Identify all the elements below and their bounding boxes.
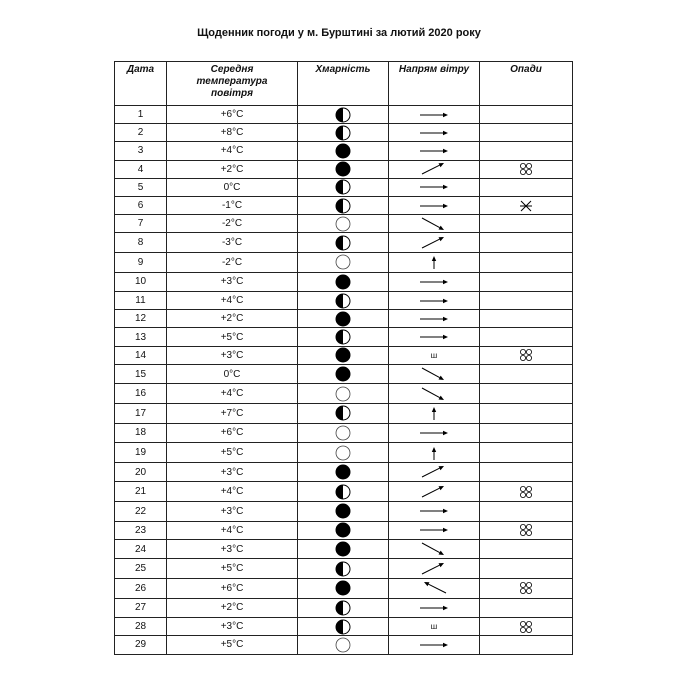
overcast-icon bbox=[335, 503, 351, 519]
overcast-icon bbox=[335, 366, 351, 382]
date-cell: 23 bbox=[115, 521, 167, 539]
date-cell: 25 bbox=[115, 559, 167, 579]
cloudiness-cell bbox=[298, 598, 389, 618]
table-row bbox=[115, 328, 573, 346]
wind-cell bbox=[389, 328, 480, 346]
wind-cell bbox=[389, 364, 480, 384]
cloudiness-cell bbox=[298, 272, 389, 292]
wind-arrow-icon bbox=[416, 161, 452, 177]
precipitation-cell bbox=[480, 142, 573, 160]
cloudiness-cell bbox=[298, 364, 389, 384]
wind-arrow-icon bbox=[416, 143, 452, 159]
wind-arrow-icon bbox=[416, 425, 452, 441]
precipitation-cell bbox=[480, 215, 573, 233]
cloudiness-cell bbox=[298, 636, 389, 654]
overcast-icon bbox=[335, 464, 351, 480]
wind-cell bbox=[389, 502, 480, 522]
temperature-cell: +3°C bbox=[167, 272, 298, 292]
table-row bbox=[115, 310, 573, 328]
header-temperature-line2: температура bbox=[196, 76, 268, 87]
wind-arrow-icon bbox=[416, 125, 452, 141]
wind-arrow-icon bbox=[416, 484, 452, 500]
partly-cloudy-icon bbox=[335, 107, 351, 123]
clear-sky-icon bbox=[335, 637, 351, 653]
wind-arrow-icon bbox=[416, 107, 452, 123]
header-temperature-line1: Середня bbox=[210, 64, 254, 75]
cloudiness-cell bbox=[298, 539, 389, 559]
table-row bbox=[115, 292, 573, 310]
cloudiness-cell bbox=[298, 178, 389, 196]
temperature-cell: +3°C bbox=[167, 618, 298, 636]
rain-icon bbox=[518, 523, 534, 537]
table-row bbox=[115, 142, 573, 160]
precipitation-cell bbox=[480, 462, 573, 482]
table-row bbox=[115, 598, 573, 618]
overcast-icon bbox=[335, 347, 351, 363]
precipitation-cell bbox=[480, 482, 573, 502]
wind-arrow-icon bbox=[416, 522, 452, 538]
wind-arrow-icon bbox=[416, 541, 452, 557]
wind-cell bbox=[389, 310, 480, 328]
cloudiness-cell bbox=[298, 618, 389, 636]
date-cell: 21 bbox=[115, 482, 167, 502]
cloudiness-cell bbox=[298, 443, 389, 463]
date-cell: 15 bbox=[115, 364, 167, 384]
cloudiness-cell bbox=[298, 346, 389, 364]
calm-label: ш bbox=[430, 350, 438, 360]
precipitation-cell bbox=[480, 310, 573, 328]
precipitation-cell bbox=[480, 578, 573, 598]
precipitation-cell bbox=[480, 124, 573, 142]
table-row bbox=[115, 233, 573, 253]
cloudiness-cell bbox=[298, 521, 389, 539]
wind-cell bbox=[389, 178, 480, 196]
wind-arrow-icon bbox=[416, 293, 452, 309]
table-row bbox=[115, 502, 573, 522]
wind-cell bbox=[389, 124, 480, 142]
date-cell: 2 bbox=[115, 124, 167, 142]
wind-arrow-icon bbox=[416, 216, 452, 232]
precipitation-cell bbox=[480, 636, 573, 654]
rain-icon bbox=[518, 620, 534, 634]
table-row bbox=[115, 196, 573, 214]
table-row bbox=[115, 215, 573, 233]
overcast-icon bbox=[335, 541, 351, 557]
wind-arrow-icon bbox=[416, 561, 452, 577]
date-cell: 14 bbox=[115, 346, 167, 364]
cloudiness-cell bbox=[298, 328, 389, 346]
wind-cell bbox=[389, 636, 480, 654]
cloudiness-cell bbox=[298, 310, 389, 328]
temperature-cell: 0°C bbox=[167, 364, 298, 384]
wind-arrow-icon bbox=[416, 600, 452, 616]
clear-sky-icon bbox=[335, 386, 351, 402]
wind-arrow-icon bbox=[416, 329, 452, 345]
rain-icon bbox=[518, 348, 534, 362]
temperature-cell: +4°C bbox=[167, 292, 298, 310]
wind-arrow-icon bbox=[416, 366, 452, 382]
temperature-cell: +5°C bbox=[167, 328, 298, 346]
wind-cell bbox=[389, 160, 480, 178]
wind-cell bbox=[389, 384, 480, 404]
precipitation-cell bbox=[480, 328, 573, 346]
wind-cell bbox=[389, 598, 480, 618]
temperature-cell: +2°C bbox=[167, 598, 298, 618]
cloudiness-cell bbox=[298, 482, 389, 502]
table-row bbox=[115, 618, 573, 636]
wind-arrow-icon bbox=[416, 386, 452, 402]
header-cloudiness: Хмарність bbox=[298, 62, 389, 106]
date-cell: 5 bbox=[115, 178, 167, 196]
date-cell: 29 bbox=[115, 636, 167, 654]
wind-arrow-icon bbox=[416, 254, 452, 270]
partly-cloudy-icon bbox=[335, 235, 351, 251]
cloudiness-cell bbox=[298, 404, 389, 424]
cloudiness-cell bbox=[298, 384, 389, 404]
precipitation-cell bbox=[480, 443, 573, 463]
precipitation-cell bbox=[480, 252, 573, 272]
temperature-cell: +3°C bbox=[167, 502, 298, 522]
table-row bbox=[115, 106, 573, 124]
overcast-icon bbox=[335, 274, 351, 290]
header-temperature bbox=[167, 62, 298, 106]
cloudiness-cell bbox=[298, 215, 389, 233]
rain-icon bbox=[518, 581, 534, 595]
temperature-cell: +2°C bbox=[167, 160, 298, 178]
date-cell: 22 bbox=[115, 502, 167, 522]
precipitation-cell bbox=[480, 618, 573, 636]
wind-cell bbox=[389, 233, 480, 253]
table-row bbox=[115, 346, 573, 364]
clear-sky-icon bbox=[335, 445, 351, 461]
date-cell: 28 bbox=[115, 618, 167, 636]
table-row bbox=[115, 559, 573, 579]
wind-cell bbox=[389, 482, 480, 502]
temperature-cell: +4°C bbox=[167, 482, 298, 502]
precipitation-cell bbox=[480, 272, 573, 292]
temperature-cell: +2°C bbox=[167, 310, 298, 328]
date-cell: 16 bbox=[115, 384, 167, 404]
wind-arrow-icon bbox=[416, 235, 452, 251]
overcast-icon bbox=[335, 311, 351, 327]
temperature-cell: +4°C bbox=[167, 521, 298, 539]
wind-arrow-icon bbox=[416, 503, 452, 519]
partly-cloudy-icon bbox=[335, 293, 351, 309]
table-row bbox=[115, 178, 573, 196]
wind-cell bbox=[389, 142, 480, 160]
page-title: Щоденник погоди у м. Бурштині за лютий 2020 року bbox=[197, 27, 481, 39]
weather-diary-table bbox=[114, 61, 573, 655]
date-cell: 27 bbox=[115, 598, 167, 618]
temperature-cell: 0°C bbox=[167, 178, 298, 196]
header-date: Дата bbox=[115, 62, 167, 106]
clear-sky-icon bbox=[335, 254, 351, 270]
precipitation-cell bbox=[480, 178, 573, 196]
cloudiness-cell bbox=[298, 423, 389, 443]
cloudiness-cell bbox=[298, 124, 389, 142]
overcast-icon bbox=[335, 580, 351, 596]
date-cell: 1 bbox=[115, 106, 167, 124]
clear-sky-icon bbox=[335, 425, 351, 441]
table-row bbox=[115, 443, 573, 463]
wind-arrow-icon bbox=[416, 311, 452, 327]
calm-label: ш bbox=[430, 622, 438, 632]
snow-icon bbox=[518, 198, 534, 214]
temperature-cell: +3°C bbox=[167, 346, 298, 364]
wind-cell bbox=[389, 106, 480, 124]
rain-icon bbox=[518, 162, 534, 176]
date-cell: 12 bbox=[115, 310, 167, 328]
table-row bbox=[115, 404, 573, 424]
precipitation-cell bbox=[480, 346, 573, 364]
table-row bbox=[115, 521, 573, 539]
header-temperature-line3: повітря bbox=[211, 88, 253, 99]
cloudiness-cell bbox=[298, 160, 389, 178]
wind-arrow-icon bbox=[416, 464, 452, 480]
wind-cell bbox=[389, 272, 480, 292]
temperature-cell: +8°C bbox=[167, 124, 298, 142]
table-row bbox=[115, 423, 573, 443]
overcast-icon bbox=[335, 522, 351, 538]
cloudiness-cell bbox=[298, 233, 389, 253]
cloudiness-cell bbox=[298, 196, 389, 214]
partly-cloudy-icon bbox=[335, 125, 351, 141]
precipitation-cell bbox=[480, 292, 573, 310]
partly-cloudy-icon bbox=[335, 179, 351, 195]
wind-cell bbox=[389, 346, 480, 364]
partly-cloudy-icon bbox=[335, 198, 351, 214]
header-wind-direction: Напрям вітру bbox=[389, 62, 480, 106]
wind-cell bbox=[389, 462, 480, 482]
wind-cell bbox=[389, 578, 480, 598]
precipitation-cell bbox=[480, 502, 573, 522]
temperature-cell: +7°C bbox=[167, 404, 298, 424]
date-cell: 4 bbox=[115, 160, 167, 178]
wind-arrow-icon bbox=[416, 445, 452, 461]
temperature-cell: -2°C bbox=[167, 252, 298, 272]
table-row bbox=[115, 482, 573, 502]
overcast-icon bbox=[335, 161, 351, 177]
precipitation-cell bbox=[480, 364, 573, 384]
date-cell: 17 bbox=[115, 404, 167, 424]
table-row bbox=[115, 124, 573, 142]
wind-arrow-icon bbox=[416, 405, 452, 421]
partly-cloudy-icon bbox=[335, 619, 351, 635]
precipitation-cell bbox=[480, 423, 573, 443]
date-cell: 11 bbox=[115, 292, 167, 310]
precipitation-cell bbox=[480, 106, 573, 124]
temperature-cell: +6°C bbox=[167, 423, 298, 443]
wind-cell bbox=[389, 252, 480, 272]
wind-arrow-icon bbox=[416, 198, 452, 214]
temperature-cell: +5°C bbox=[167, 636, 298, 654]
date-cell: 10 bbox=[115, 272, 167, 292]
date-cell: 8 bbox=[115, 233, 167, 253]
wind-cell bbox=[389, 521, 480, 539]
wind-cell bbox=[389, 618, 480, 636]
precipitation-cell bbox=[480, 559, 573, 579]
precipitation-cell bbox=[480, 539, 573, 559]
table-row bbox=[115, 539, 573, 559]
temperature-cell: +4°C bbox=[167, 142, 298, 160]
temperature-cell: +5°C bbox=[167, 559, 298, 579]
temperature-cell: -1°C bbox=[167, 196, 298, 214]
clear-sky-icon bbox=[335, 216, 351, 232]
temperature-cell: -3°C bbox=[167, 233, 298, 253]
partly-cloudy-icon bbox=[335, 600, 351, 616]
cloudiness-cell bbox=[298, 142, 389, 160]
wind-arrow-icon bbox=[416, 274, 452, 290]
wind-arrow-icon bbox=[416, 179, 452, 195]
table-row bbox=[115, 160, 573, 178]
wind-cell bbox=[389, 443, 480, 463]
precipitation-cell bbox=[480, 521, 573, 539]
precipitation-cell bbox=[480, 404, 573, 424]
temperature-cell: +6°C bbox=[167, 578, 298, 598]
wind-cell bbox=[389, 423, 480, 443]
partly-cloudy-icon bbox=[335, 561, 351, 577]
cloudiness-cell bbox=[298, 292, 389, 310]
header-precipitation: Опади bbox=[480, 62, 573, 106]
precipitation-cell bbox=[480, 233, 573, 253]
date-cell: 9 bbox=[115, 252, 167, 272]
date-cell: 3 bbox=[115, 142, 167, 160]
partly-cloudy-icon bbox=[335, 405, 351, 421]
date-cell: 13 bbox=[115, 328, 167, 346]
table-row bbox=[115, 364, 573, 384]
temperature-cell: -2°C bbox=[167, 215, 298, 233]
wind-cell bbox=[389, 292, 480, 310]
temperature-cell: +4°C bbox=[167, 384, 298, 404]
header-row bbox=[115, 62, 573, 106]
temperature-cell: +3°C bbox=[167, 539, 298, 559]
partly-cloudy-icon bbox=[335, 329, 351, 345]
date-cell: 18 bbox=[115, 423, 167, 443]
partly-cloudy-icon bbox=[335, 484, 351, 500]
precipitation-cell bbox=[480, 196, 573, 214]
precipitation-cell bbox=[480, 160, 573, 178]
temperature-cell: +3°C bbox=[167, 462, 298, 482]
table-row bbox=[115, 578, 573, 598]
date-cell: 24 bbox=[115, 539, 167, 559]
date-cell: 6 bbox=[115, 196, 167, 214]
date-cell: 19 bbox=[115, 443, 167, 463]
precipitation-cell bbox=[480, 384, 573, 404]
wind-cell bbox=[389, 404, 480, 424]
table-row bbox=[115, 272, 573, 292]
wind-cell bbox=[389, 559, 480, 579]
date-cell: 20 bbox=[115, 462, 167, 482]
wind-cell bbox=[389, 539, 480, 559]
rain-icon bbox=[518, 485, 534, 499]
wind-cell bbox=[389, 215, 480, 233]
wind-arrow-icon bbox=[416, 637, 452, 653]
precipitation-cell bbox=[480, 598, 573, 618]
table-row bbox=[115, 252, 573, 272]
wind-arrow-icon bbox=[416, 580, 452, 596]
cloudiness-cell bbox=[298, 559, 389, 579]
table-row bbox=[115, 636, 573, 654]
date-cell: 7 bbox=[115, 215, 167, 233]
cloudiness-cell bbox=[298, 252, 389, 272]
date-cell: 26 bbox=[115, 578, 167, 598]
cloudiness-cell bbox=[298, 106, 389, 124]
overcast-icon bbox=[335, 143, 351, 159]
wind-cell bbox=[389, 196, 480, 214]
temperature-cell: +6°C bbox=[167, 106, 298, 124]
temperature-cell: +5°C bbox=[167, 443, 298, 463]
cloudiness-cell bbox=[298, 502, 389, 522]
cloudiness-cell bbox=[298, 578, 389, 598]
cloudiness-cell bbox=[298, 462, 389, 482]
table-row bbox=[115, 384, 573, 404]
table-row bbox=[115, 462, 573, 482]
